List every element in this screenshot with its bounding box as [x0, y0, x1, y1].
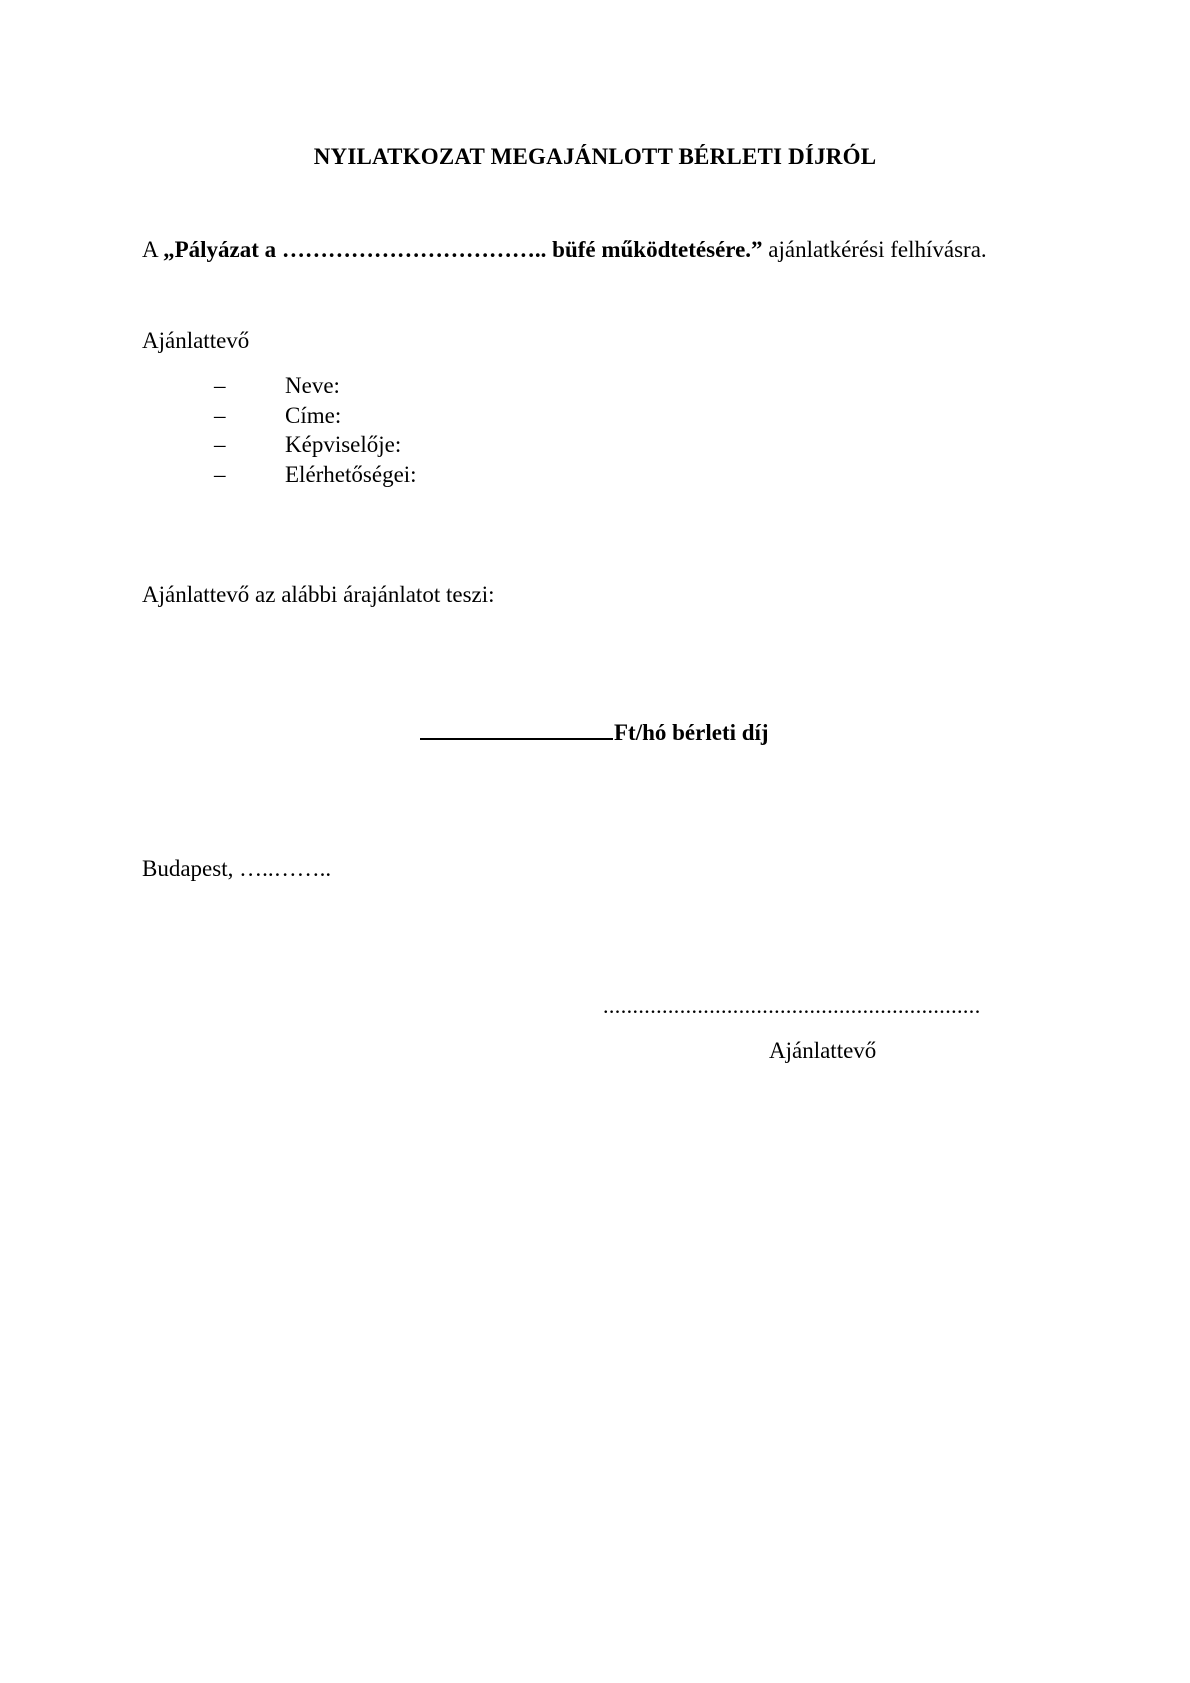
field-representative-label: Képviselője:	[285, 432, 402, 457]
intro-suffix: ajánlatkérési felhívásra.	[762, 237, 987, 262]
intro-tender-name: „Pályázat a …………………………….. büfé működtetésére.”	[163, 237, 763, 262]
offer-statement: Ajánlattevő az alábbi árajánlatot teszi:	[142, 582, 495, 607]
price-blank-line	[420, 716, 613, 740]
price-line	[420, 716, 769, 747]
intro-prefix: A	[142, 237, 164, 262]
price-unit-label: Ft/hó bérleti díj	[614, 720, 769, 745]
list-dash: –	[214, 373, 226, 398]
document-title: NYILATKOZAT MEGAJÁNLOTT BÉRLETI DÍJRÓL	[313, 144, 877, 169]
signature-line: ................................................................	[603, 993, 981, 1018]
place-date: Budapest, …..……..	[142, 856, 332, 881]
list-dash: –	[214, 402, 226, 428]
field-name-label: Neve:	[285, 373, 340, 398]
list-dash: –	[214, 461, 226, 487]
list-dash: –	[214, 432, 226, 457]
intro-paragraph	[142, 236, 987, 264]
field-contacts-label: Elérhetőségei:	[285, 461, 417, 487]
field-address-label: Címe:	[285, 402, 342, 428]
bidder-label: Ajánlattevő	[142, 328, 250, 353]
signature-label: Ajánlattevő	[769, 1038, 877, 1063]
